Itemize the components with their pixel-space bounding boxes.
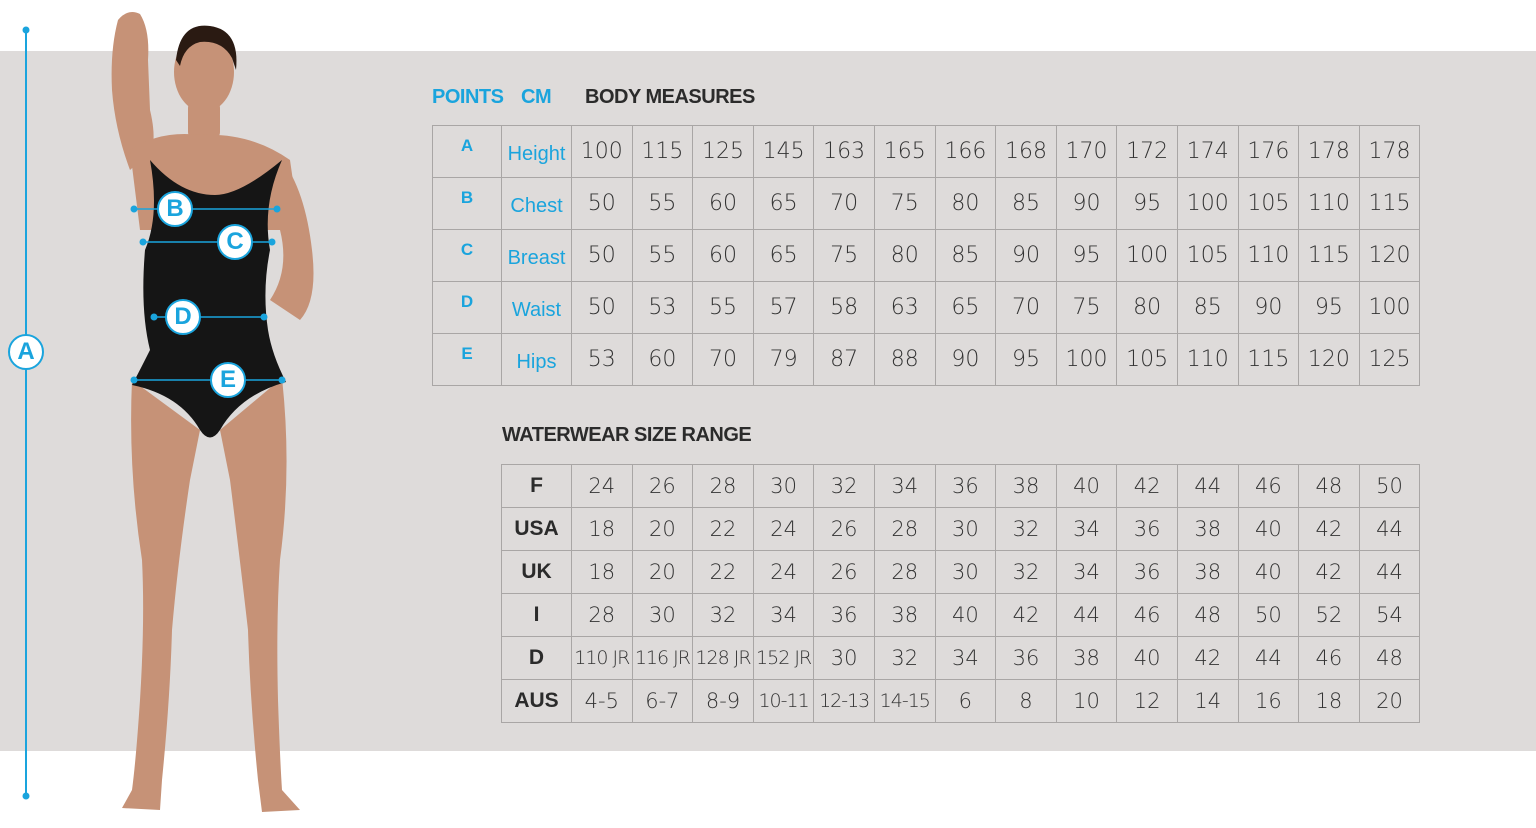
- size-value-cell: 22: [693, 508, 754, 551]
- body-measure-row: [433, 334, 1420, 386]
- measure-value-cell: 60: [693, 230, 754, 282]
- size-value-cell: 50: [1238, 594, 1299, 637]
- body-measure-row: [433, 178, 1420, 230]
- size-value-cell: 30: [753, 465, 814, 508]
- size-value-cell: 38: [1056, 637, 1117, 680]
- size-value-cell: 8-9: [693, 680, 754, 723]
- size-system-label: F: [502, 465, 572, 508]
- body-measure-row: [433, 282, 1420, 334]
- measure-value-cell: 115: [1238, 334, 1299, 386]
- size-range-table: [501, 464, 1420, 723]
- size-value-cell: 46: [1117, 594, 1178, 637]
- size-value-cell: 36: [1117, 551, 1178, 594]
- size-value-cell: 44: [1359, 508, 1420, 551]
- size-value-cell: 42: [1299, 508, 1360, 551]
- size-value-cell: 36: [935, 465, 996, 508]
- size-value-cell: 22: [693, 551, 754, 594]
- measure-value-cell: 120: [1359, 230, 1420, 282]
- size-range-row: [502, 637, 1420, 680]
- body-measure-row: [433, 230, 1420, 282]
- size-value-cell: 42: [1299, 551, 1360, 594]
- measure-value-cell: 65: [935, 282, 996, 334]
- measure-value-cell: 63: [874, 282, 935, 334]
- measure-value-cell: 105: [1238, 178, 1299, 230]
- size-value-cell: 50: [1359, 465, 1420, 508]
- size-value-cell: 48: [1359, 637, 1420, 680]
- size-value-cell: 6: [935, 680, 996, 723]
- measure-value-cell: 174: [1177, 126, 1238, 178]
- size-value-cell: 26: [632, 465, 693, 508]
- measure-value-cell: 145: [753, 126, 814, 178]
- measure-value-cell: 55: [693, 282, 754, 334]
- size-value-cell: 12: [1117, 680, 1178, 723]
- size-value-cell: 24: [753, 551, 814, 594]
- measure-value-cell: 95: [996, 334, 1057, 386]
- size-value-cell: 32: [996, 508, 1057, 551]
- size-value-cell: 44: [1056, 594, 1117, 637]
- measure-value-cell: 95: [1056, 230, 1117, 282]
- measure-value-cell: 105: [1117, 334, 1178, 386]
- measure-value-cell: 80: [935, 178, 996, 230]
- measure-value-cell: 90: [1056, 178, 1117, 230]
- size-value-cell: 46: [1299, 637, 1360, 680]
- swimsuit-model-illustration: [0, 0, 340, 828]
- size-value-cell: 40: [1238, 508, 1299, 551]
- measure-name-cell: Chest: [502, 178, 572, 230]
- measure-value-cell: 65: [753, 230, 814, 282]
- size-value-cell: 18: [1299, 680, 1360, 723]
- measure-name-cell: Breast: [502, 230, 572, 282]
- measure-value-cell: 100: [1056, 334, 1117, 386]
- measure-value-cell: 110: [1299, 178, 1360, 230]
- size-value-cell: 30: [632, 594, 693, 637]
- size-value-cell: 48: [1177, 594, 1238, 637]
- size-value-cell: 34: [1056, 551, 1117, 594]
- measure-value-cell: 70: [996, 282, 1057, 334]
- marker-b: B: [157, 191, 193, 227]
- size-value-cell: 12-13: [814, 680, 875, 723]
- size-value-cell: 40: [1238, 551, 1299, 594]
- size-value-cell: 52: [1299, 594, 1360, 637]
- measure-value-cell: 125: [1359, 334, 1420, 386]
- measure-value-cell: 105: [1177, 230, 1238, 282]
- size-value-cell: 36: [814, 594, 875, 637]
- measure-value-cell: 50: [572, 230, 633, 282]
- size-value-cell: 34: [1056, 508, 1117, 551]
- measure-name-cell: Waist: [502, 282, 572, 334]
- measure-value-cell: 125: [693, 126, 754, 178]
- marker-e: E: [210, 362, 246, 398]
- measure-value-cell: 80: [874, 230, 935, 282]
- body-measures-title: BODY MEASURES: [585, 86, 755, 108]
- size-value-cell: 20: [632, 508, 693, 551]
- measure-value-cell: 60: [693, 178, 754, 230]
- size-value-cell: 28: [874, 551, 935, 594]
- measure-value-cell: 53: [632, 282, 693, 334]
- measure-value-cell: 100: [572, 126, 633, 178]
- measure-value-cell: 178: [1299, 126, 1360, 178]
- size-value-cell: 28: [693, 465, 754, 508]
- size-value-cell: 44: [1359, 551, 1420, 594]
- measure-value-cell: 178: [1359, 126, 1420, 178]
- measure-value-cell: 100: [1359, 282, 1420, 334]
- measure-value-cell: 95: [1299, 282, 1360, 334]
- measure-value-cell: 176: [1238, 126, 1299, 178]
- size-value-cell: 18: [572, 508, 633, 551]
- measure-value-cell: 85: [1177, 282, 1238, 334]
- measure-value-cell: 55: [632, 178, 693, 230]
- size-value-cell: 30: [814, 637, 875, 680]
- model-figure: [0, 0, 340, 828]
- measure-value-cell: 87: [814, 334, 875, 386]
- size-value-cell: 152 JR: [753, 637, 814, 680]
- marker-a: A: [8, 334, 44, 370]
- measure-value-cell: 75: [814, 230, 875, 282]
- size-value-cell: 40: [935, 594, 996, 637]
- measure-value-cell: 75: [874, 178, 935, 230]
- points-label: POINTS: [432, 86, 504, 108]
- size-value-cell: 38: [996, 465, 1057, 508]
- point-cell: E: [433, 334, 502, 386]
- size-value-cell: 46: [1238, 465, 1299, 508]
- size-range-title: WATERWEAR SIZE RANGE: [502, 424, 752, 446]
- size-value-cell: 14-15: [874, 680, 935, 723]
- measure-name-cell: Hips: [502, 334, 572, 386]
- size-value-cell: 32: [814, 465, 875, 508]
- measure-value-cell: 110: [1238, 230, 1299, 282]
- measure-value-cell: 80: [1117, 282, 1178, 334]
- measure-value-cell: 115: [1359, 178, 1420, 230]
- measure-value-cell: 88: [874, 334, 935, 386]
- measure-value-cell: 120: [1299, 334, 1360, 386]
- size-value-cell: 24: [572, 465, 633, 508]
- size-value-cell: 36: [1117, 508, 1178, 551]
- size-value-cell: 8: [996, 680, 1057, 723]
- body-measure-row: [433, 126, 1420, 178]
- marker-d: D: [165, 299, 201, 335]
- size-range-row: [502, 508, 1420, 551]
- size-value-cell: 42: [996, 594, 1057, 637]
- size-system-label: I: [502, 594, 572, 637]
- size-value-cell: 36: [996, 637, 1057, 680]
- size-value-cell: 34: [935, 637, 996, 680]
- measure-value-cell: 163: [814, 126, 875, 178]
- measure-value-cell: 60: [632, 334, 693, 386]
- measure-value-cell: 115: [632, 126, 693, 178]
- size-value-cell: 32: [874, 637, 935, 680]
- measure-value-cell: 100: [1117, 230, 1178, 282]
- measure-value-cell: 55: [632, 230, 693, 282]
- size-value-cell: 38: [1177, 508, 1238, 551]
- measure-value-cell: 166: [935, 126, 996, 178]
- size-value-cell: 30: [935, 508, 996, 551]
- measure-name-cell: Height: [502, 126, 572, 178]
- size-value-cell: 44: [1177, 465, 1238, 508]
- measure-value-cell: 70: [693, 334, 754, 386]
- measure-value-cell: 172: [1117, 126, 1178, 178]
- size-system-label: UK: [502, 551, 572, 594]
- size-value-cell: 48: [1299, 465, 1360, 508]
- size-value-cell: 40: [1117, 637, 1178, 680]
- size-value-cell: 128 JR: [693, 637, 754, 680]
- measure-value-cell: 95: [1117, 178, 1178, 230]
- measure-value-cell: 65: [753, 178, 814, 230]
- measure-value-cell: 79: [753, 334, 814, 386]
- measure-value-cell: 168: [996, 126, 1057, 178]
- size-value-cell: 16: [1238, 680, 1299, 723]
- measure-value-cell: 170: [1056, 126, 1117, 178]
- size-value-cell: 28: [572, 594, 633, 637]
- size-value-cell: 26: [814, 508, 875, 551]
- size-value-cell: 10-11: [753, 680, 814, 723]
- size-value-cell: 38: [874, 594, 935, 637]
- point-cell: B: [433, 178, 502, 230]
- size-value-cell: 54: [1359, 594, 1420, 637]
- size-range-row: [502, 465, 1420, 508]
- size-value-cell: 6-7: [632, 680, 693, 723]
- measure-value-cell: 90: [996, 230, 1057, 282]
- measure-value-cell: 53: [572, 334, 633, 386]
- size-value-cell: 32: [996, 551, 1057, 594]
- size-value-cell: 24: [753, 508, 814, 551]
- point-cell: D: [433, 282, 502, 334]
- body-measures-table: [432, 125, 1420, 386]
- measure-value-cell: 165: [874, 126, 935, 178]
- size-range-row: [502, 551, 1420, 594]
- measure-value-cell: 57: [753, 282, 814, 334]
- size-system-label: AUS: [502, 680, 572, 723]
- size-value-cell: 26: [814, 551, 875, 594]
- measure-value-cell: 75: [1056, 282, 1117, 334]
- size-range-row: [502, 680, 1420, 723]
- measure-value-cell: 90: [1238, 282, 1299, 334]
- measure-value-cell: 58: [814, 282, 875, 334]
- size-value-cell: 40: [1056, 465, 1117, 508]
- size-value-cell: 32: [693, 594, 754, 637]
- size-value-cell: 44: [1238, 637, 1299, 680]
- size-system-label: USA: [502, 508, 572, 551]
- measure-value-cell: 90: [935, 334, 996, 386]
- size-value-cell: 34: [874, 465, 935, 508]
- measure-value-cell: 70: [814, 178, 875, 230]
- size-value-cell: 28: [874, 508, 935, 551]
- size-value-cell: 18: [572, 551, 633, 594]
- measure-value-cell: 50: [572, 178, 633, 230]
- size-value-cell: 30: [935, 551, 996, 594]
- unit-label: CM: [521, 86, 552, 108]
- size-value-cell: 42: [1117, 465, 1178, 508]
- size-value-cell: 20: [632, 551, 693, 594]
- size-value-cell: 10: [1056, 680, 1117, 723]
- point-cell: C: [433, 230, 502, 282]
- size-value-cell: 20: [1359, 680, 1420, 723]
- size-system-label: D: [502, 637, 572, 680]
- measure-value-cell: 115: [1299, 230, 1360, 282]
- measure-value-cell: 85: [996, 178, 1057, 230]
- size-value-cell: 14: [1177, 680, 1238, 723]
- measure-value-cell: 50: [572, 282, 633, 334]
- measure-value-cell: 85: [935, 230, 996, 282]
- size-value-cell: 34: [753, 594, 814, 637]
- measure-value-cell: 100: [1177, 178, 1238, 230]
- size-value-cell: 110 JR: [572, 637, 633, 680]
- measure-value-cell: 110: [1177, 334, 1238, 386]
- size-value-cell: 42: [1177, 637, 1238, 680]
- point-cell: A: [433, 126, 502, 178]
- marker-c: C: [217, 224, 253, 260]
- size-value-cell: 116 JR: [632, 637, 693, 680]
- size-value-cell: 4-5: [572, 680, 633, 723]
- size-value-cell: 38: [1177, 551, 1238, 594]
- size-range-row: [502, 594, 1420, 637]
